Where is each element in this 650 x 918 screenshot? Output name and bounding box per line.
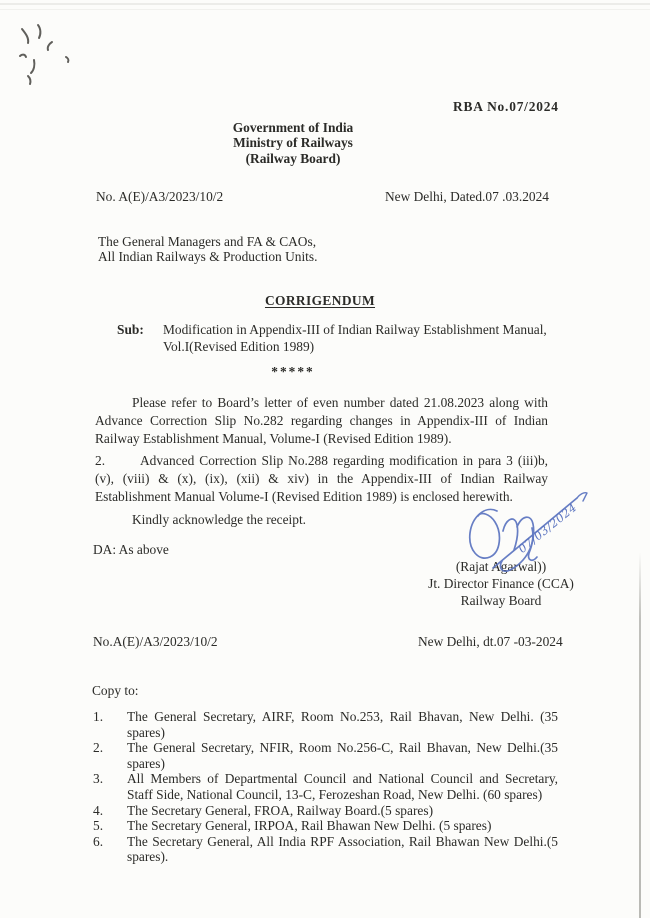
scan-streak [0,9,650,10]
copy-list-item [93,771,558,802]
copy-list [93,709,558,865]
addressee-line: The General Managers and FA & CAOs, [98,234,317,249]
copy-list-item [93,709,558,740]
copy-to-label: Copy to: [92,683,139,698]
copy-list-item [93,740,558,771]
copy-item-text: The Secretary General, All India RPF Association, Rail Bhawan New Delhi.(5 spares). [127,833,558,865]
copy-item-number: 1. [93,709,104,724]
rba-number: RBA No.07/2024 [453,99,559,114]
reference-number: No. A(E)/A3/2023/10/2 [96,189,224,204]
copy-item-text: All Members of Departmental Council and National Council and Secretary, Staff Side, National Council, 13-C, Ferozeshan Road, New Delhi. (60 spares) [127,771,558,802]
paragraph-text: Advanced Correction Slip No.288 regarding modification in para 3 (iii)b, (v), (viii) & (x), (ix), (xii) & xiv) in the Appendix-III of Indian Railway Establishment Manual Volume-I (Revised Edition 1989) is enclosed herewith. [95,453,548,504]
addressee-block [98,234,317,264]
copy-item-text: The Secretary General, FROA, Railway Board.(5 spares) [127,802,434,818]
letter-date: New Delhi, Dated.07 .03.2024 [385,189,550,204]
copy-list-item [93,818,558,834]
addressee-line: All Indian Railways & Production Units. [98,249,318,264]
ink-marks [8,16,98,96]
copy-list-item [93,834,558,865]
signatory-organisation: Railway Board [460,592,542,608]
copy-item-number: 3. [93,771,104,787]
body-paragraph-1: Please refer to Board’s letter of even number dated 21.08.2023 along with Advance Correction Slip No.282 regarding changes in Appendix-III of Indian Railway Establishment Manual, Volume-I (Revised Edition 1989). [95,395,548,446]
enclosure-line: DA: As above [93,542,169,557]
copy-item-text: The General Secretary, AIRF, Room No.253, Rail Bhavan, New Delhi. (35 spares) [127,709,558,740]
scan-edge-line [639,552,641,918]
letterhead-line-ministry: Ministry of Railways [233,135,353,151]
subject-text: Modification in Appendix-III of Indian Railway Establishment Manual, Vol.I(Revised Edition 1989) [163,322,547,354]
signature-date-scribble: 07/03/2024 [515,500,580,556]
copy-item-number: 6. [93,833,104,849]
heading-corrigendum: CORRIGENDUM [264,293,376,308]
signatory-designation: Jt. Director Finance (CCA) [428,575,574,591]
copy-item-text: The General Secretary, NFIR, Room No.256-C, Rail Bhavan, New Delhi.(35 spares) [127,740,558,771]
scan-streak [0,3,650,5]
footer-reference-number: No.A(E)/A3/2023/10/2 [93,634,218,649]
letterhead-line-board: (Railway Board) [245,150,341,166]
letterhead-line-govt: Government of India [232,120,354,135]
copy-item-text: The Secretary General, IRPOA, Rail Bhawan New Delhi. (5 spares) [127,818,492,834]
subject-label: Sub: [117,322,144,337]
copy-list-item [93,803,558,819]
copy-item-number: 4. [93,802,104,818]
signatory-name: (Rajat Agarwal)) [455,559,547,574]
handwritten-signature [437,465,642,583]
letterhead [118,120,468,166]
subject-line [117,321,557,355]
separator-stars: ***** [271,364,315,379]
copy-item-number: 2. [93,740,104,756]
acknowledge-line: Kindly acknowledge the receipt. [132,512,307,527]
footer-date: New Delhi, dt.07 -03-2024 [418,634,563,649]
paragraph-number: 2. [95,453,106,468]
copy-item-number: 5. [93,818,104,834]
